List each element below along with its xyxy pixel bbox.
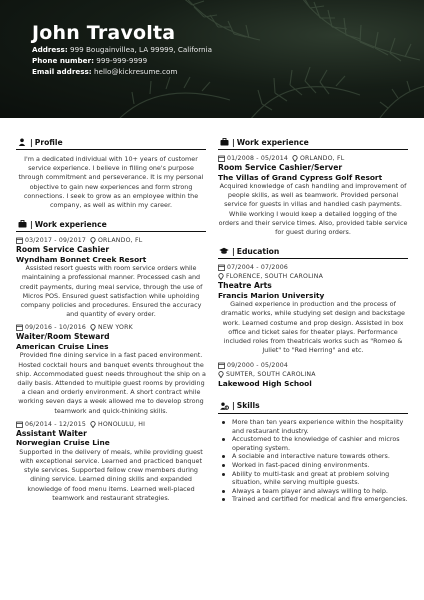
contact-label: Phone number: <box>32 56 94 65</box>
job-description: Acquired knowledge of cash handling and improvement of people skills, as well as teamwork. Provided personal service for guests in villas and handled cash payments. While working I would keep a detailed logging of the orders and their service times. Also, provided table service for guest during orders. <box>218 182 408 237</box>
job-description: Assisted resort guests with room service orders while maintaining a professional manner. Processed cash and credit payments, during meal service, through the use of Micros POS. Ensured guest satisfaction while upholding company policies and procedures. Ensured the accuracy and quantity of every order. <box>19 264 203 319</box>
skills-heading <box>218 401 408 414</box>
job-entry <box>218 154 408 237</box>
location-pin-icon <box>218 371 224 378</box>
work-experience-title: Work experience <box>236 137 309 147</box>
job-meta <box>16 323 206 332</box>
job-role: Room Service Cashier <box>16 245 110 255</box>
heading-divider: | <box>232 246 235 256</box>
education-location: SUMTER, SOUTH CAROLINA <box>226 371 316 379</box>
location-pin-icon <box>218 273 224 280</box>
job-company: Norwegian Cruise Line <box>16 438 110 448</box>
job-company: The Villas of Grand Cypress Golf Resort <box>218 172 383 182</box>
skill-item: A sociable and interactive nature towards others. <box>218 452 408 461</box>
job-description: Provided fine dining service in a fast paced environment. Hosted cocktail hours and banquet events throughout the ship. Accommodated guest needs throughout the ship on a daily basis. Attended to multiple guest rooms by providing a clean and orderly environment. A short contract while working seven days a week allowed me to develop strong teamwork and quick-thinking skills. <box>16 351 206 415</box>
contact-phone <box>32 55 212 66</box>
education-title: Education <box>236 246 280 256</box>
left-column <box>16 137 206 503</box>
job-description: Supported in the delivery of meals, while providing guest with exceptional service. Learned and practiced banquet style services. Supported fellow crew members during dining service. Learned dining skills and expanded knowledge of food menu items. Learned well-placed teamwork and restaurant strategies. <box>19 447 203 502</box>
candidate-name: John Travolta <box>32 22 176 44</box>
contact-address <box>32 44 212 55</box>
calendar-icon <box>16 237 23 244</box>
job-meta <box>218 154 408 163</box>
briefcase-icon <box>218 138 230 146</box>
education-heading <box>218 246 408 259</box>
location-pin-icon <box>90 237 96 244</box>
location-pin-icon <box>292 155 298 162</box>
resume-header <box>0 0 424 118</box>
calendar-icon <box>218 362 225 369</box>
heading-divider: | <box>232 137 235 147</box>
education-meta <box>218 263 408 272</box>
job-entry <box>16 323 206 415</box>
work-experience-title: Work experience <box>34 219 107 229</box>
job-role: Room Service Cashier/Server <box>218 163 343 172</box>
briefcase-icon <box>16 220 28 228</box>
job-meta <box>16 420 206 429</box>
work-experience-heading <box>16 219 206 232</box>
job-location: ORLANDO, FL <box>97 237 143 245</box>
job-entry <box>16 420 206 503</box>
heading-divider: | <box>30 219 33 229</box>
job-location: HONOLULU, HI <box>97 420 146 428</box>
skills-icon <box>218 402 230 410</box>
location-pin-icon <box>90 324 96 331</box>
skill-item: More than ten years experience within the hospitality and restaurant industry. <box>218 418 408 435</box>
profile-text: I'm a dedicated individual with 10+ years of customer service experience. I believe in filling one's purpose through commitment and perseverance. It is my personal objective to gain new experiences and form strong connections. I seek to grow as an employee within the company, as well as within my career. <box>18 155 204 210</box>
contact-value: 999-999-9999 <box>96 56 148 65</box>
skill-item: Always a team player and always willing to help. <box>218 487 408 496</box>
skills-list <box>218 418 408 504</box>
contact-label: Email address: <box>32 67 92 76</box>
job-dates: 03/2017 - 09/2017 <box>25 237 86 245</box>
profile-title: Profile <box>34 137 63 147</box>
job-role: Waiter/Room Steward <box>16 332 110 342</box>
graduation-cap-icon <box>218 247 230 255</box>
right-column <box>218 137 408 504</box>
education-location-row <box>218 272 408 281</box>
heading-divider: | <box>232 401 235 411</box>
profile-heading <box>16 137 206 150</box>
education-location: FLORENCE, SOUTH CAROLINA <box>226 273 324 281</box>
job-location: NEW YORK <box>97 324 133 332</box>
heading-divider: | <box>30 137 33 147</box>
calendar-icon <box>16 324 23 331</box>
work-experience-heading <box>218 137 408 150</box>
education-school: Lakewood High School <box>218 379 312 389</box>
contact-label: Address: <box>32 45 68 54</box>
job-role: Assistant Waiter <box>16 428 87 438</box>
education-meta <box>218 361 408 370</box>
job-location: ORLANDO, FL <box>299 155 345 162</box>
skill-item: Accustomed to the knowledge of cashier and micros operating system. <box>218 435 408 452</box>
job-company: Wyndham Bonnet Creek Resort <box>16 254 147 264</box>
contact-value: 999 Bougainvillea, LA 99999, California <box>70 45 212 54</box>
job-dates: 01/2008 - 05/2014 <box>227 155 288 162</box>
skill-item: Ability to multi-task and great at problem solving situation, while serving multiple guests. <box>218 470 408 487</box>
education-dates: 09/2000 - 05/2004 <box>227 362 288 370</box>
education-school: Francis Marion University <box>218 290 325 300</box>
person-icon <box>16 138 28 146</box>
education-dates: 07/2004 - 07/2006 <box>227 264 288 272</box>
job-entry <box>16 236 206 319</box>
contact-block <box>32 44 212 77</box>
education-description: Gained experience in production and the process of dramatic works, while studying set design and backstage work. Learned costume and prop design. Assisted in box office and ticket sales for theater plays. Performance included roles from theatricals works such as "Romeo & Juliet" to "Red Herring" and etc. <box>221 300 405 355</box>
contact-email <box>32 66 212 77</box>
job-company: American Cruise Lines <box>16 341 109 351</box>
skills-title: Skills <box>236 401 260 411</box>
job-dates: 06/2014 - 12/2015 <box>25 420 86 428</box>
job-dates: 09/2016 - 10/2016 <box>25 324 86 332</box>
education-location-row <box>218 370 408 379</box>
education-entry <box>218 263 408 355</box>
job-meta <box>16 236 206 245</box>
education-entry <box>218 361 408 389</box>
location-pin-icon <box>90 421 96 428</box>
calendar-icon <box>16 421 23 428</box>
calendar-icon <box>218 155 225 162</box>
contact-value: hello@kickresume.com <box>93 67 178 76</box>
skill-item: Trained and certified for medical and fire emergencies. <box>218 495 408 504</box>
calendar-icon <box>218 264 225 271</box>
education-field: Theatre Arts <box>218 281 272 291</box>
skill-item: Worked in fast-paced dining environments. <box>218 461 408 470</box>
